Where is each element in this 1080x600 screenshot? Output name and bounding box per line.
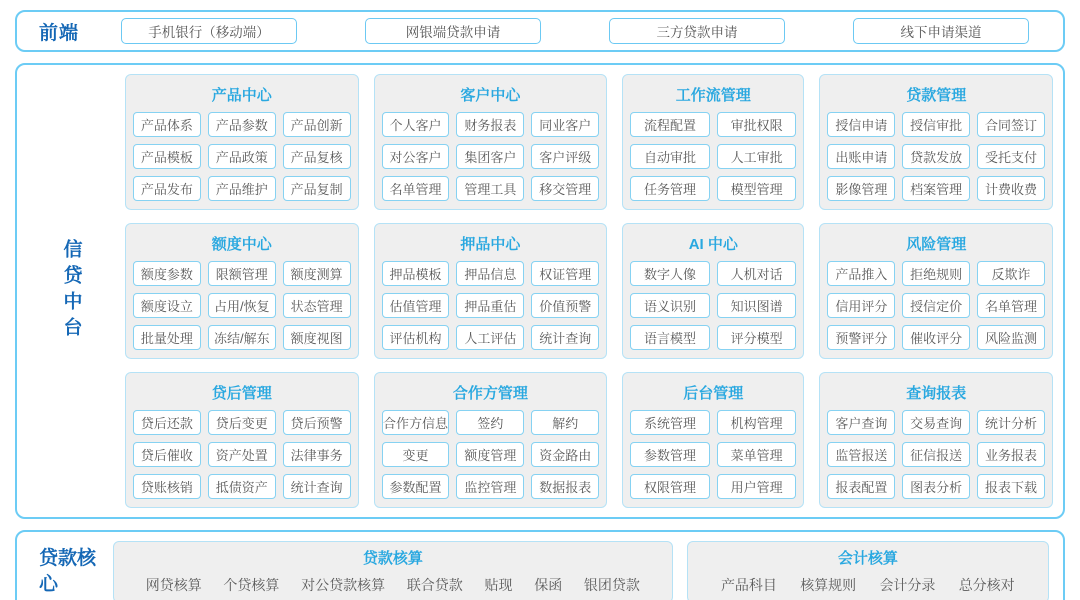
core-item: 总分核对 [958,577,1015,593]
module-item: 授信定价 [902,293,970,318]
module-item: 交易查询 [902,410,970,435]
module-item: 客户评级 [531,144,599,169]
core-items-row [124,575,662,595]
module-item: 产品参数 [208,112,276,137]
module-item: 报表下载 [977,474,1045,499]
module-item: 监管报送 [827,442,895,467]
module-item: 额度测算 [283,261,351,286]
module-panel [374,74,608,210]
module-items [630,261,796,350]
module-panel [125,372,359,508]
core-panel [687,541,1049,600]
channel-box: 三方贷款申请 [609,18,785,44]
module-item: 贷后预警 [283,410,351,435]
module-items [827,112,1045,201]
module-items [827,261,1045,350]
module-item: 人工审批 [717,144,797,169]
module-item: 流程配置 [630,112,710,137]
core-item: 个贷核算 [223,577,280,593]
module-item: 移交管理 [531,176,599,201]
module-title: 后台管理 [683,385,744,402]
module-title: 客户中心 [460,87,521,104]
module-item: 预警评分 [827,325,895,350]
module-item: 自动审批 [630,144,710,169]
core-panel [113,541,673,600]
module-title: 查询报表 [906,385,967,402]
module-item: 图表分析 [902,474,970,499]
module-item: 资金路由 [531,442,599,467]
module-item: 任务管理 [630,176,710,201]
module-item: 集团客户 [456,144,524,169]
module-items [133,112,351,201]
module-item: 授信申请 [827,112,895,137]
module-item: 价值预警 [531,293,599,318]
module-item: 贷后变更 [208,410,276,435]
core-item: 核算规则 [800,577,857,593]
module-item: 产品体系 [133,112,201,137]
credit-platform-label-wrap [17,74,125,508]
module-item: 合同签订 [977,112,1045,137]
module-item: 报表配置 [827,474,895,499]
module-item: 合作方信息 [382,410,450,435]
module-items [133,410,351,499]
module-item: 统计查询 [283,474,351,499]
module-item: 机构管理 [717,410,797,435]
module-item: 菜单管理 [717,442,797,467]
module-item: 名单管理 [977,293,1045,318]
module-item: 资产处置 [208,442,276,467]
module-item: 管理工具 [456,176,524,201]
module-item: 数据报表 [531,474,599,499]
credit-platform-label: 信贷中台 [60,239,82,343]
module-item: 权证管理 [531,261,599,286]
module-item: 知识图谱 [717,293,797,318]
module-item: 参数管理 [630,442,710,467]
core-item: 产品科目 [720,577,777,593]
core-panel-title: 会计核算 [837,550,898,567]
module-title: 合作方管理 [452,385,528,402]
module-panel [374,223,608,359]
module-item: 财务报表 [456,112,524,137]
middle-grid [125,74,1053,508]
module-item: 名单管理 [382,176,450,201]
module-item: 数字人像 [630,261,710,286]
frontend-bar [15,10,1065,52]
module-panel [819,223,1053,359]
module-item: 押品模板 [382,261,450,286]
module-items [630,112,796,201]
module-panel [622,372,804,508]
module-item: 催收评分 [902,325,970,350]
module-item: 档案管理 [902,176,970,201]
module-item: 签约 [456,410,524,435]
module-item: 产品维护 [208,176,276,201]
channel-box: 网银端贷款申请 [365,18,541,44]
module-item: 产品模板 [133,144,201,169]
module-item: 贷款发放 [902,144,970,169]
frontend-label: 前端 [39,22,80,44]
module-item: 统计查询 [531,325,599,350]
core-item: 银团贷款 [583,577,640,593]
module-item: 状态管理 [283,293,351,318]
module-item: 拒绝规则 [902,261,970,286]
module-item: 贷账核销 [133,474,201,499]
module-item: 估值管理 [382,293,450,318]
module-panel [622,223,804,359]
module-item: 评分模型 [717,325,797,350]
module-item: 额度视图 [283,325,351,350]
module-item: 产品复核 [283,144,351,169]
core-item: 会计分录 [879,577,936,593]
module-item: 语义识别 [630,293,710,318]
module-item: 押品信息 [456,261,524,286]
module-item: 额度管理 [456,442,524,467]
module-item: 限额管理 [208,261,276,286]
module-title: 押品中心 [460,236,521,253]
module-panel [622,74,804,210]
module-item: 语言模型 [630,325,710,350]
core-item: 网贷核算 [145,577,202,593]
core-item: 对公贷款核算 [301,577,386,593]
module-item: 参数配置 [382,474,450,499]
module-title: 贷款管理 [906,87,967,104]
channel-box: 手机银行（移动端） [121,18,297,44]
module-item: 同业客户 [531,112,599,137]
core-panel-title: 贷款核算 [362,550,423,567]
core-groups [113,541,1049,600]
module-title: AI 中心 [688,236,738,253]
module-item: 人机对话 [717,261,797,286]
module-panel [819,74,1053,210]
module-title: 额度中心 [211,236,272,253]
module-item: 审批权限 [717,112,797,137]
module-panel [374,372,608,508]
module-title: 产品中心 [211,87,272,104]
core-items-row [698,575,1038,595]
module-item: 反欺诈 [977,261,1045,286]
module-panel [819,372,1053,508]
module-item: 计费收费 [977,176,1045,201]
core-item: 贴现 [484,577,513,593]
channel-box: 线下申请渠道 [853,18,1029,44]
module-item: 用户管理 [717,474,797,499]
module-item: 模型管理 [717,176,797,201]
module-item: 业务报表 [977,442,1045,467]
module-item: 统计分析 [977,410,1045,435]
module-item: 冻结/解东 [208,325,276,350]
module-item: 征信报送 [902,442,970,467]
module-panel [125,223,359,359]
module-item: 产品推入 [827,261,895,286]
module-item: 授信审批 [902,112,970,137]
module-item: 产品发布 [133,176,201,201]
module-item: 解约 [531,410,599,435]
module-item: 影像管理 [827,176,895,201]
module-item: 额度设立 [133,293,201,318]
module-item: 变更 [382,442,450,467]
module-item: 个人客户 [382,112,450,137]
module-item: 贷后还款 [133,410,201,435]
module-item: 产品创新 [283,112,351,137]
module-item: 受托支付 [977,144,1045,169]
module-items [382,410,600,499]
module-title: 工作流管理 [675,87,751,104]
module-item: 信用评分 [827,293,895,318]
module-item: 出账申请 [827,144,895,169]
module-items [630,410,796,499]
module-item: 额度参数 [133,261,201,286]
credit-platform-section [15,63,1065,519]
module-item: 人工评估 [456,325,524,350]
loan-core-section [15,530,1065,600]
module-item: 抵债资产 [208,474,276,499]
module-title: 风险管理 [906,236,967,253]
module-item: 法律事务 [283,442,351,467]
module-item: 风险监测 [977,325,1045,350]
module-item: 产品复制 [283,176,351,201]
core-item: 保函 [534,577,563,593]
module-item: 押品重估 [456,293,524,318]
module-panel [125,74,359,210]
module-items [382,112,600,201]
module-item: 对公客户 [382,144,450,169]
frontend-channels [121,18,1029,44]
module-item: 批量处理 [133,325,201,350]
module-items [382,261,600,350]
module-item: 客户查询 [827,410,895,435]
loan-core-label: 贷款核心 [39,548,97,595]
module-item: 产品政策 [208,144,276,169]
module-item: 贷后催收 [133,442,201,467]
module-item: 系统管理 [630,410,710,435]
module-item: 权限管理 [630,474,710,499]
module-items [133,261,351,350]
core-item: 联合贷款 [406,577,463,593]
module-item: 监控管理 [456,474,524,499]
module-item: 占用/恢复 [208,293,276,318]
module-item: 评估机构 [382,325,450,350]
module-items [827,410,1045,499]
module-title: 贷后管理 [211,385,272,402]
